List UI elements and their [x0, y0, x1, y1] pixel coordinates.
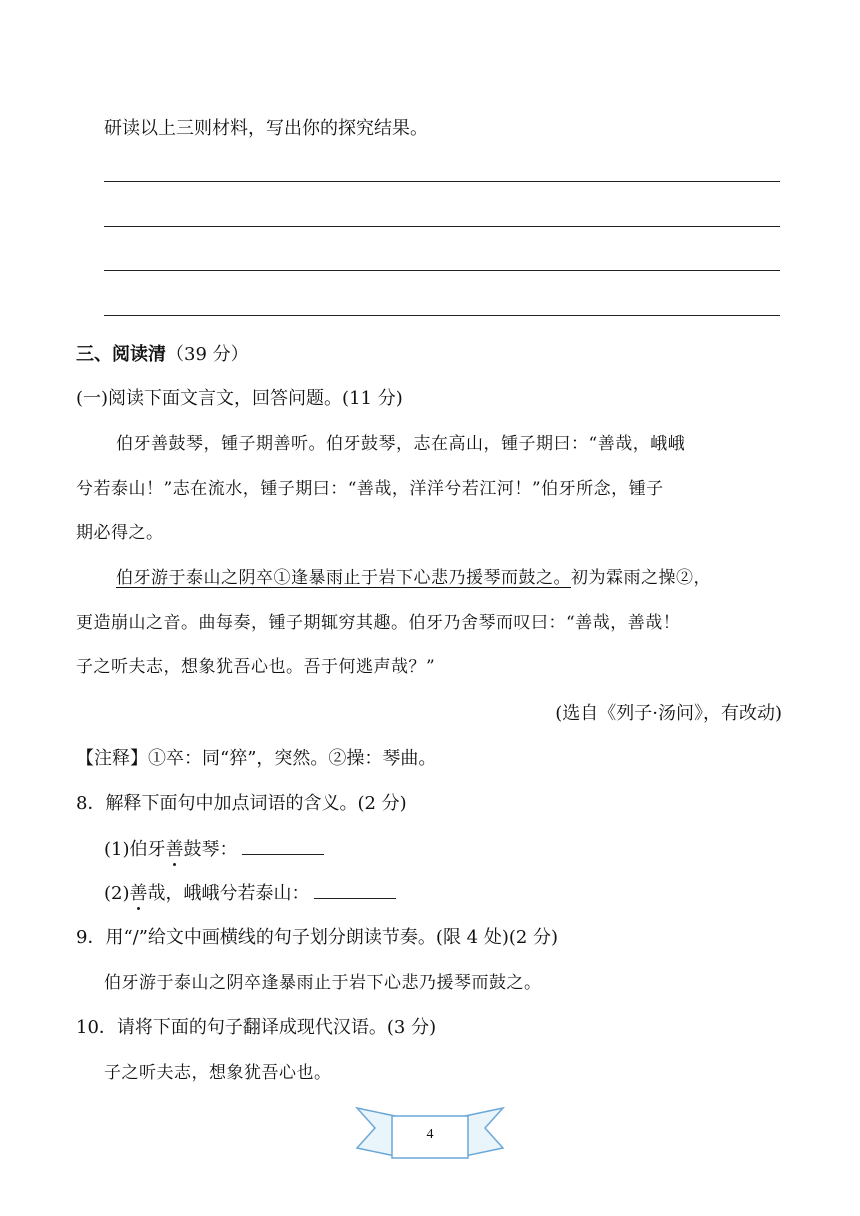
- answer-line[interactable]: [104, 270, 780, 271]
- passage-line: 伯牙善鼓琴，锺子期善听。伯牙鼓琴，志在高山，锺子期曰：“善哉，峨峨: [116, 434, 686, 454]
- page-number: 4: [426, 1127, 434, 1142]
- answer-line[interactable]: [104, 226, 780, 227]
- q8-text: 哉，峨峨兮若泰山：: [147, 883, 310, 904]
- notes: 【注释】①卒：同“猝”，突然。②操：琴曲。: [76, 748, 437, 769]
- underlined-sentence: 伯牙游于泰山之阴卒①逢暴雨止于岩下心悲乃援琴而鼓之。: [116, 568, 571, 588]
- passage-line: 期必得之。: [76, 523, 164, 543]
- answer-blank[interactable]: [314, 880, 396, 899]
- passage-fragment: 初为霖雨之操②，: [571, 568, 711, 588]
- question-10-stem: 10．请将下面的句子翻译成现代汉语。(3 分): [76, 1017, 437, 1038]
- passage-line: 更造崩山之音。曲每奏，锺子期辄穷其趣。伯牙乃舍琴而叹曰：“善哉，善哉！: [76, 613, 681, 633]
- q8-text: (2): [104, 883, 130, 904]
- question-10-sentence: 子之听夫志，想象犹吾心也。: [104, 1063, 332, 1083]
- passage-line: [116, 566, 711, 590]
- question-8-item-1: [104, 836, 324, 862]
- section-score: （39 分）: [166, 344, 249, 365]
- section-title: 三、阅读清: [76, 344, 166, 365]
- q8-text: (1)伯牙: [104, 839, 166, 860]
- question-9-sentence: 伯牙游于泰山之阴卒逢暴雨止于岩下心悲乃援琴而鼓之。: [104, 973, 542, 993]
- passage-line: 兮若泰山！”志在流水，锺子期曰：“善哉，洋洋兮若江河！”伯牙所念，锺子: [76, 479, 664, 499]
- question-8-item-2: [104, 880, 396, 906]
- answer-blank[interactable]: [242, 836, 324, 855]
- passage-line: 子之听夫志，想象犹吾心也。吾于何逃声哉？”: [76, 657, 436, 677]
- answer-line[interactable]: [104, 181, 780, 182]
- q8-text: 鼓琴：: [183, 839, 238, 860]
- question-8-stem: 8．解释下面句中加点词语的含义。(2 分): [76, 793, 407, 814]
- dotted-word: 善: [165, 839, 184, 860]
- answer-line[interactable]: [104, 315, 780, 316]
- source-citation: (选自《列子·汤问》，有改动): [555, 703, 782, 724]
- intro-text: 研读以上三则材料，写出你的探究结果。: [104, 118, 428, 139]
- part-heading: (一)阅读下面文言文，回答问题。(11 分): [76, 388, 403, 409]
- question-9-stem: 9．用“/”给文中画横线的句子划分朗读节奏。(限 4 处)(2 分): [76, 927, 559, 948]
- dotted-word: 善: [129, 883, 148, 904]
- section-heading: [76, 343, 249, 367]
